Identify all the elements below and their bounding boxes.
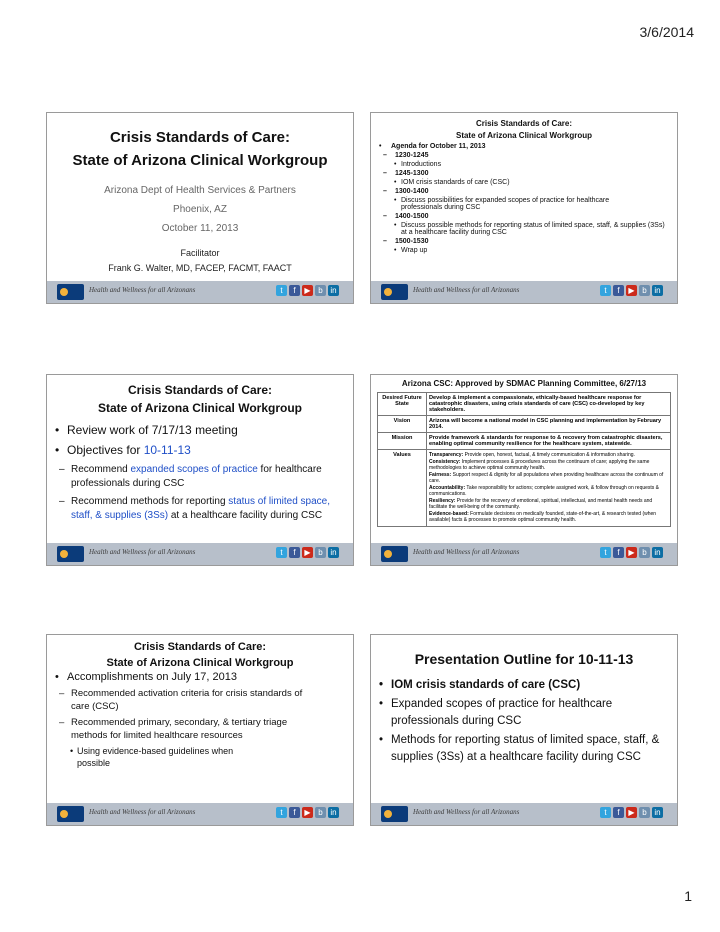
linkedin-icon: in — [328, 285, 339, 296]
outline-item: • Expanded scopes of practice for healthcare professionals during CSC — [379, 696, 669, 730]
row-header: Vision — [378, 416, 427, 433]
facebook-icon: f — [613, 807, 624, 818]
bullet-review: • Review work of 7/17/13 meeting — [55, 423, 345, 437]
twitter-icon: t — [600, 807, 611, 818]
meeting-date: October 11, 2013 — [161, 223, 239, 234]
objective-reporting: – Recommend methods for reporting status of limited space, staff, & supplies (3Ss) at a healthcare facility during CSC — [55, 495, 345, 523]
table-row — [378, 393, 671, 416]
agenda-time: – 1500-1530 — [379, 238, 669, 245]
header-date: 3/6/2014 — [639, 24, 694, 40]
slide-4 — [370, 374, 678, 566]
slide-title-line1: Crisis Standards of Care: — [109, 129, 291, 146]
footer-tagline: Health and Wellness for all Arizonans — [89, 808, 196, 816]
blog-icon: b — [639, 807, 650, 818]
slide-title-line1: Crisis Standards of Care: — [127, 383, 273, 397]
accomplishment-subitem: • Using evidence-based guidelines when possible — [55, 745, 345, 769]
linkedin-icon: in — [652, 547, 663, 558]
agenda-item: • IOM crisis standards of care (CSC) — [379, 179, 669, 186]
accomplishment-item: – Recommended activation criteria for crisis standards of care (CSC) — [55, 687, 345, 713]
page-number: 1 — [684, 888, 692, 904]
agenda-heading: • Agenda for October 11, 2013 — [379, 143, 669, 150]
slide-footer — [47, 803, 353, 825]
twitter-icon: t — [276, 285, 287, 296]
facebook-icon: f — [289, 807, 300, 818]
adhs-logo-icon — [57, 806, 84, 822]
social-icons — [600, 285, 663, 296]
row-text: Arizona will become a national model in CSC planning and implementation by February 2014. — [427, 416, 671, 433]
social-icons — [276, 807, 339, 818]
adhs-logo-icon — [57, 546, 84, 562]
footer-tagline: Health and Wellness for all Arizonans — [89, 548, 196, 556]
slide-2 — [370, 112, 678, 304]
row-text: Develop & implement a compassionate, ethically-based healthcare response for catastrophic disasters, using crisis standards of care (CSC) co-developed by key stakeholders. — [427, 393, 671, 416]
slide-1 — [46, 112, 354, 304]
organization: Arizona Dept of Health Services & Partners — [104, 185, 296, 196]
linkedin-icon: in — [328, 547, 339, 558]
values-list: Transparency: Provide open, honest, factual, & timely communication & information sharing. Consistency: Implement processes & procedures across the continuum of care; applying the same methodologies to achieve optimal community health. Fairness: Support respect & dignity for all populations when providing healthcare across the continuum of care. Accountability: Take responsibility for actions; complete assigned work, & follow through on requests & communications. Resiliency: Provide for the recovery of emotional, spiritual, intellectual, and mental health needs and facilitate the well-being of the community. Evidence-based: Formulate decisions on medically founded, state-of-the-art, & research tested (when available) facts & processes to promote optimal community health. — [427, 450, 671, 527]
objective-scopes: – Recommend expanded scopes of practice for healthcare professionals during CSC — [55, 463, 345, 491]
youtube-icon: ▶ — [302, 807, 313, 818]
blog-icon: b — [315, 547, 326, 558]
agenda-time: – 1230-1245 — [379, 152, 669, 159]
row-header: Desired Future State — [378, 393, 427, 416]
twitter-icon: t — [600, 285, 611, 296]
table-row — [378, 450, 671, 527]
slide-6 — [370, 634, 678, 826]
twitter-icon: t — [276, 807, 287, 818]
slide-5 — [46, 634, 354, 826]
blog-icon: b — [315, 285, 326, 296]
youtube-icon: ▶ — [626, 807, 637, 818]
linkedin-icon: in — [652, 807, 663, 818]
agenda-time: – 1400-1500 — [379, 213, 669, 220]
footer-tagline: Health and Wellness for all Arizonans — [413, 808, 520, 816]
agenda-item: • Discuss possible methods for reporting status of limited space, staff, & supplies (3Ss) at a healthcare facility during CSC — [379, 222, 669, 236]
bullet-objectives: • Objectives for 10-11-13 — [55, 443, 345, 457]
row-text: Provide framework & standards for response to & recovery from catastrophic disasters, enabling optimal community resilience for the healthcare system, statewide. — [427, 433, 671, 450]
youtube-icon: ▶ — [626, 285, 637, 296]
facebook-icon: f — [289, 547, 300, 558]
bullet-accomplishments: • Accomplishments on July 17, 2013 — [55, 671, 345, 683]
facebook-icon: f — [289, 285, 300, 296]
slide-title-line2: State of Arizona Clinical Workgroup — [455, 131, 592, 140]
slide-footer — [371, 543, 677, 565]
agenda-item: • Discuss possibilities for expanded scopes of practice for healthcare professionals during CSC — [379, 197, 669, 211]
slide-title-line2: State of Arizona Clinical Workgroup — [106, 657, 294, 669]
slide-title: Presentation Outline for 10-11-13 — [414, 651, 634, 667]
slide-title-line2: State of Arizona Clinical Workgroup — [97, 401, 303, 415]
adhs-logo-icon — [57, 284, 84, 300]
linkedin-icon: in — [652, 285, 663, 296]
blog-icon: b — [315, 807, 326, 818]
footer-tagline: Health and Wellness for all Arizonans — [413, 548, 520, 556]
facebook-icon: f — [613, 547, 624, 558]
slide-footer — [371, 803, 677, 825]
facebook-icon: f — [613, 285, 624, 296]
slide-footer — [47, 281, 353, 303]
twitter-icon: t — [276, 547, 287, 558]
social-icons — [600, 807, 663, 818]
slide-title-line1: Crisis Standards of Care: — [475, 119, 573, 128]
slide-title-line2: State of Arizona Clinical Workgroup — [72, 152, 328, 169]
slide-title: Arizona CSC: Approved by SDMAC Planning Committee, 6/27/13 — [401, 379, 647, 388]
row-header: Values — [378, 450, 427, 527]
slide-footer — [371, 281, 677, 303]
agenda-time: – 1300-1400 — [379, 188, 669, 195]
adhs-logo-icon — [381, 806, 408, 822]
footer-tagline: Health and Wellness for all Arizonans — [413, 286, 520, 294]
facilitator-label: Facilitator — [180, 248, 220, 258]
youtube-icon: ▶ — [302, 285, 313, 296]
twitter-icon: t — [600, 547, 611, 558]
accomplishment-item: – Recommended primary, secondary, & tertiary triage methods for limited healthcare resources — [55, 716, 345, 742]
social-icons — [276, 285, 339, 296]
blog-icon: b — [639, 547, 650, 558]
outline-item: • IOM crisis standards of care (CSC) — [379, 677, 669, 694]
agenda-item: • Wrap up — [379, 247, 669, 254]
facilitator-name: Frank G. Walter, MD, FACEP, FACMT, FAACT — [108, 263, 292, 273]
agenda-time: – 1245-1300 — [379, 170, 669, 177]
row-header: Mission — [378, 433, 427, 450]
youtube-icon: ▶ — [302, 547, 313, 558]
slide-title-line1: Crisis Standards of Care: — [133, 641, 267, 653]
slide-3 — [46, 374, 354, 566]
adhs-logo-icon — [381, 284, 408, 300]
adhs-logo-icon — [381, 546, 408, 562]
youtube-icon: ▶ — [626, 547, 637, 558]
social-icons — [276, 547, 339, 558]
outline-item: • Methods for reporting status of limited space, staff, & supplies (3Ss) at a healthcare facility during CSC — [379, 732, 669, 766]
blog-icon: b — [639, 285, 650, 296]
footer-tagline: Health and Wellness for all Arizonans — [89, 286, 196, 294]
location: Phoenix, AZ — [173, 204, 227, 215]
table-row — [378, 416, 671, 433]
linkedin-icon: in — [328, 807, 339, 818]
table-row — [378, 433, 671, 450]
agenda-item: • Introductions — [379, 161, 669, 168]
slide-footer — [47, 543, 353, 565]
social-icons — [600, 547, 663, 558]
csc-table — [377, 392, 671, 527]
